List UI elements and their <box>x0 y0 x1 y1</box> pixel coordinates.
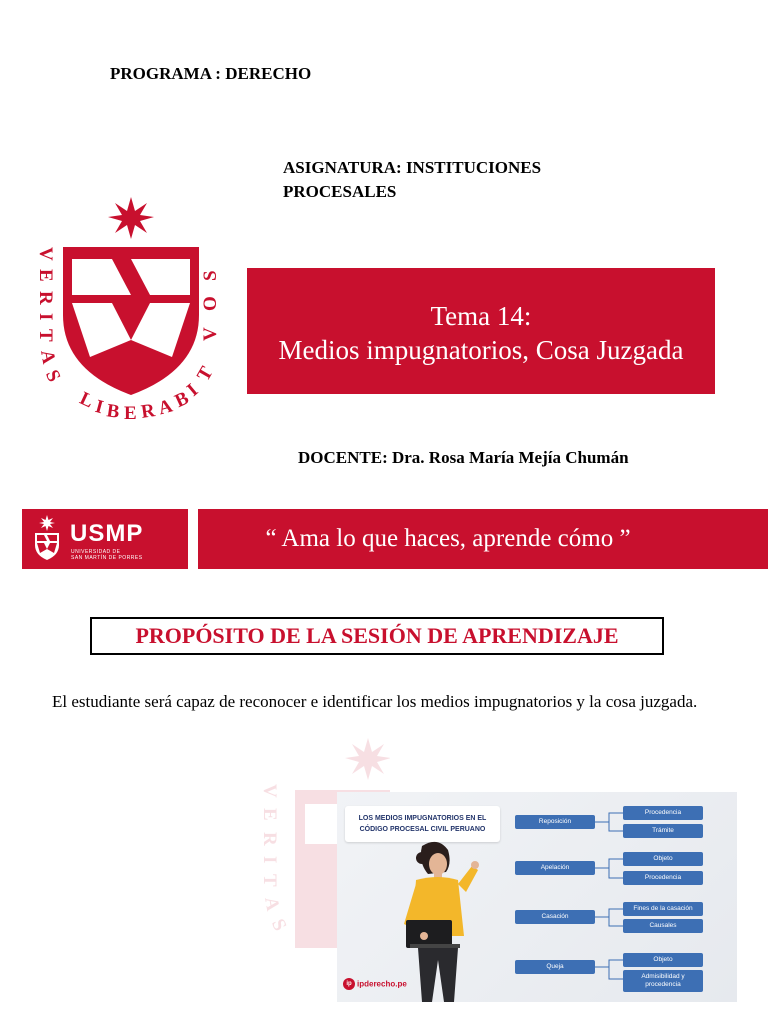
usmp-subtitle-line2: SAN MARTÍN DE PORRES <box>71 555 143 561</box>
tema-subject: Medios impugnatorios, Cosa Juzgada <box>278 335 684 365</box>
asignatura-label: ASIGNATURA: INSTITUCIONES PROCESALES <box>283 158 542 201</box>
slogan-banner <box>198 509 768 569</box>
svg-text:A: A <box>36 348 60 366</box>
svg-text:V: V <box>259 784 280 798</box>
infographic-title-line1: LOS MEDIOS IMPUGNATORIOS EN EL <box>358 815 487 822</box>
svg-text:B: B <box>171 387 193 413</box>
infographic-image <box>337 792 737 1002</box>
usmp-wordmark: USMP <box>70 520 144 547</box>
node-casacion: Casación <box>515 910 595 924</box>
usmp-shield-logo <box>28 195 238 425</box>
svg-text:A: A <box>260 895 284 913</box>
svg-text:B: B <box>105 400 121 423</box>
svg-text:V: V <box>200 327 221 341</box>
node-queja-objeto: Objeto <box>623 953 703 967</box>
svg-text:R: R <box>139 400 157 423</box>
svg-text:I: I <box>92 395 106 419</box>
node-casacion-fines: Fines de la casación <box>623 902 703 916</box>
svg-text:O: O <box>200 296 221 311</box>
node-apelacion-procedencia: Procedencia <box>623 871 703 885</box>
node-queja: Queja <box>515 960 595 974</box>
node-casacion-causales: Causales <box>623 919 703 933</box>
node-reposicion-procedencia: Procedencia <box>623 806 703 820</box>
svg-text:S: S <box>266 915 291 935</box>
node-reposicion-tramite: Trámite <box>623 824 703 838</box>
svg-text:T: T <box>259 874 280 887</box>
node-apelacion-objeto: Objeto <box>623 852 703 866</box>
svg-text:A: A <box>156 395 175 420</box>
svg-text:E: E <box>35 269 56 282</box>
ipderecho-brand-text: ipderecho.pe <box>357 979 407 989</box>
svg-text:T: T <box>193 363 218 385</box>
proposito-title: PROPÓSITO DE LA SESIÓN DE APRENDIZAJE <box>90 617 664 655</box>
svg-text:R: R <box>259 832 280 846</box>
svg-text:E: E <box>124 403 137 424</box>
svg-text:S: S <box>40 366 65 386</box>
node-queja-admisibilidad: Admisibilidad y procedencia <box>623 970 703 992</box>
docente-label: DOCENTE: Dra. Rosa María Mejía Chumán <box>298 448 629 467</box>
slogan-text: “ Ama lo que haces, aprende cómo ” <box>265 525 631 552</box>
node-apelacion: Apelación <box>515 861 595 875</box>
proposito-text: El estudiante será capaz de reconocer e identificar los medios impugnatorios y la cosa juzgada. <box>52 692 698 711</box>
programa-label: PROGRAMA : DERECHO <box>110 64 312 83</box>
svg-text:I: I <box>183 379 203 401</box>
node-reposicion: Reposición <box>515 815 595 829</box>
tema-number: Tema 14: <box>430 301 532 331</box>
svg-text:L: L <box>76 387 97 413</box>
ipderecho-logo-icon: ip <box>343 978 355 990</box>
tema-title-box <box>247 268 715 394</box>
usmp-subtitle-line1: UNIVERSIDAD DE <box>71 549 121 555</box>
svg-text:E: E <box>259 808 280 821</box>
svg-text:I: I <box>259 856 280 864</box>
svg-text:I: I <box>35 313 56 321</box>
svg-text:T: T <box>35 329 56 342</box>
svg-text:S: S <box>200 270 221 281</box>
infographic-title-line2: CÓDIGO PROCESAL CIVIL PERUANO <box>359 826 486 833</box>
star-icon <box>108 197 154 239</box>
svg-text:V: V <box>35 247 56 261</box>
ipderecho-brand <box>343 978 407 990</box>
usmp-subtitle <box>71 549 143 561</box>
svg-text:R: R <box>35 291 56 305</box>
usmp-small-shield-icon <box>30 515 64 563</box>
